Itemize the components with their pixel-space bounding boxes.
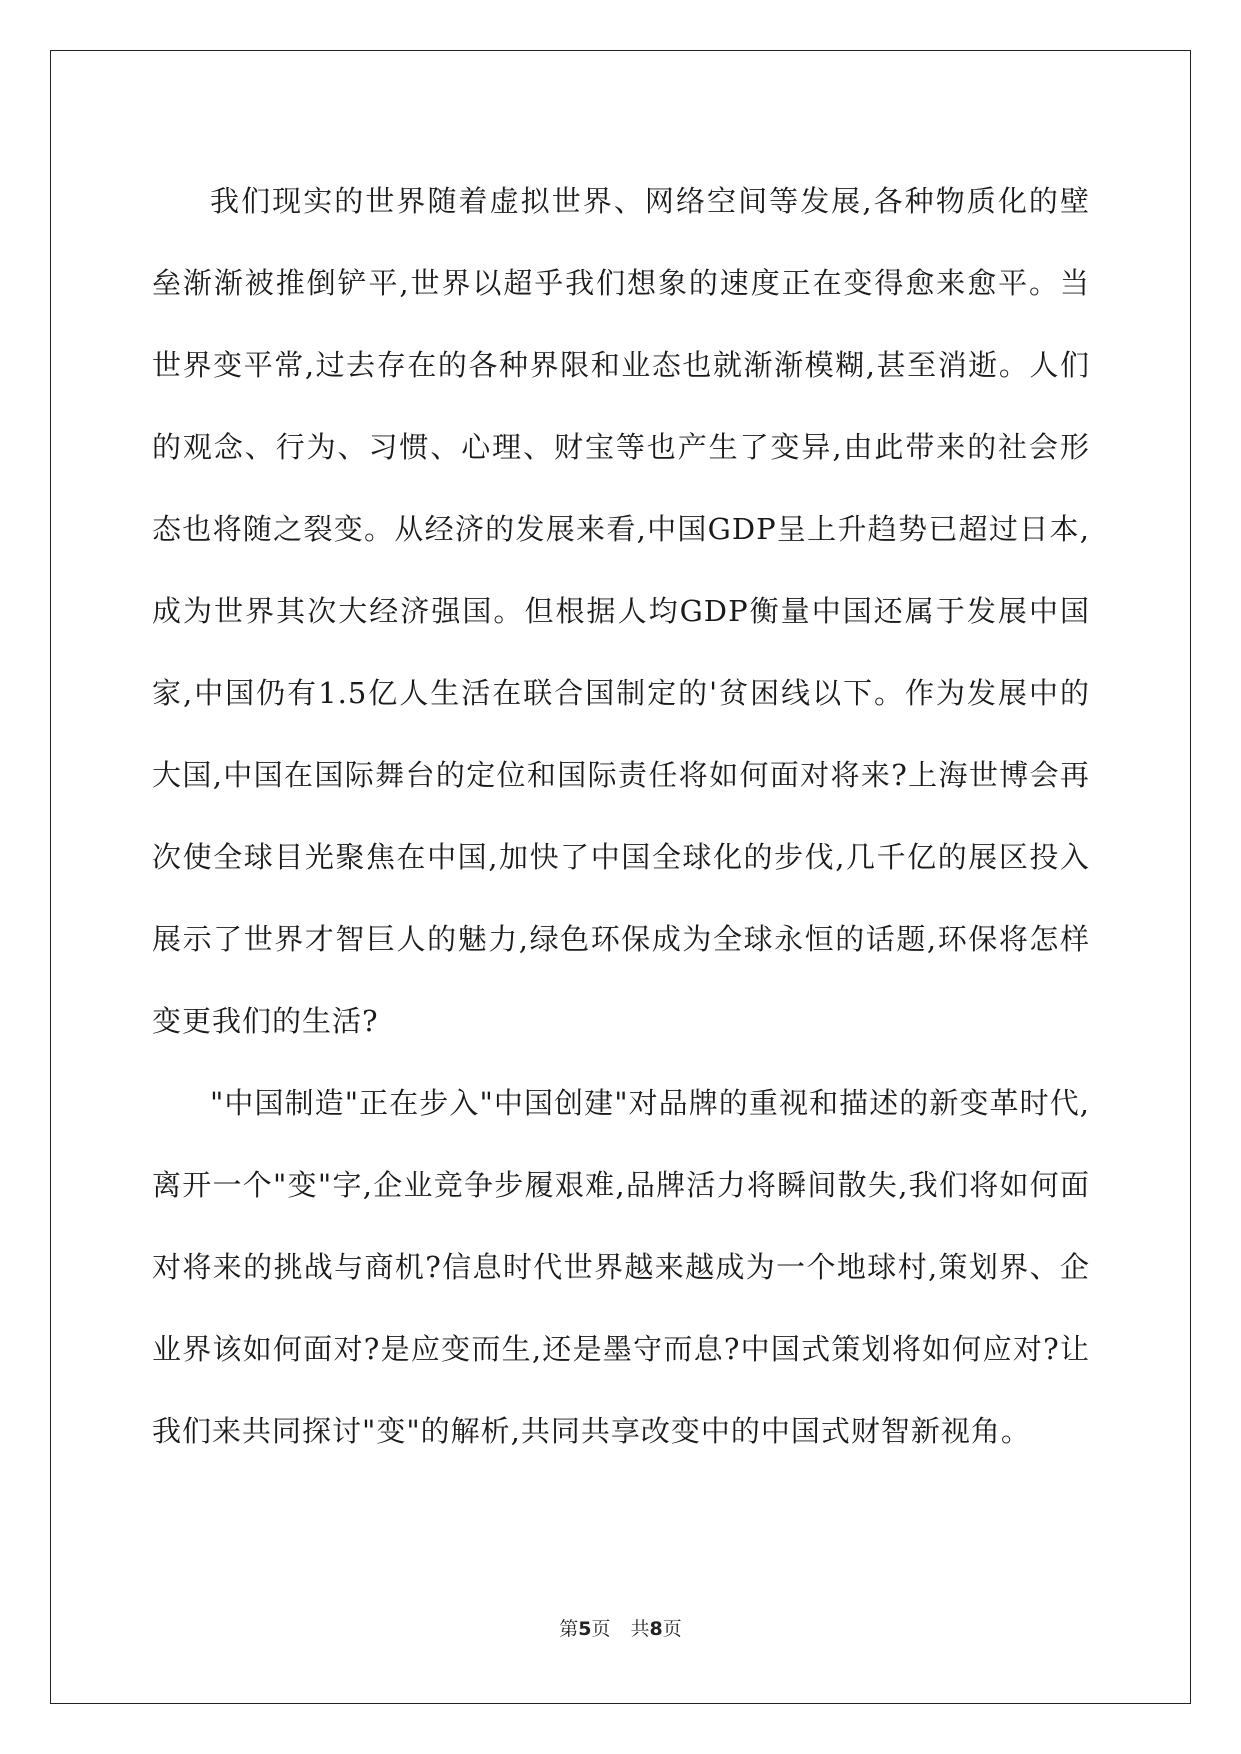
total-suffix: 页	[662, 1618, 682, 1640]
page-footer	[0, 1614, 1241, 1641]
paragraph-1: 我们现实的世界随着虚拟世界、网络空间等发展,各种物质化的壁垒渐渐被推倒铲平,世界以超乎我们想象的速度正在变得愈来愈平。当世界变平常,过去存在的各种界限和业态也就渐渐模糊,甚至消逝。人们的观念、行为、习惯、心理、财宝等也产生了变异,由此带来的社会形态也将随之裂变。从经济的发展来看,中国GDP呈上升趋势已超过日本,成为世界其次大经济强国。但根据人均GDP衡量中国还属于发展中国家,中国仍有1.5亿人生活在联合国制定的'贫困线以下。作为发展中的大国,中国在国际舞台的定位和国际责任将如何面对将来?上海世博会再次使全球目光聚焦在中国,加快了中国全球化的步伐,几千亿的展区投入展示了世界才智巨人的魅力,绿色环保成为全球永恒的话题,环保将怎样变更我们的生活?	[152, 184, 1090, 1038]
paragraph-2: "中国制造"正在步入"中国创建"对品牌的重视和描述的新变革时代,离开一个"变"字,企业竞争步履艰难,品牌活力将瞬间散失,我们将如何面对将来的挑战与商机?信息时代世界越来越成为一个地球村,策划界、企业界该如何面对?是应变而生,还是墨守而息?中国式策划将如何应对?让我们来共同探讨"变"的解析,共同共享改变中的中国式财智新视角。	[152, 1086, 1090, 1448]
page-suffix: 页	[591, 1618, 611, 1640]
total-pages-number: 8	[649, 1618, 663, 1640]
document-body	[152, 160, 1090, 1472]
current-page-number: 5	[578, 1618, 592, 1640]
total-prefix: 共	[630, 1618, 650, 1640]
page-prefix: 第	[559, 1618, 579, 1640]
